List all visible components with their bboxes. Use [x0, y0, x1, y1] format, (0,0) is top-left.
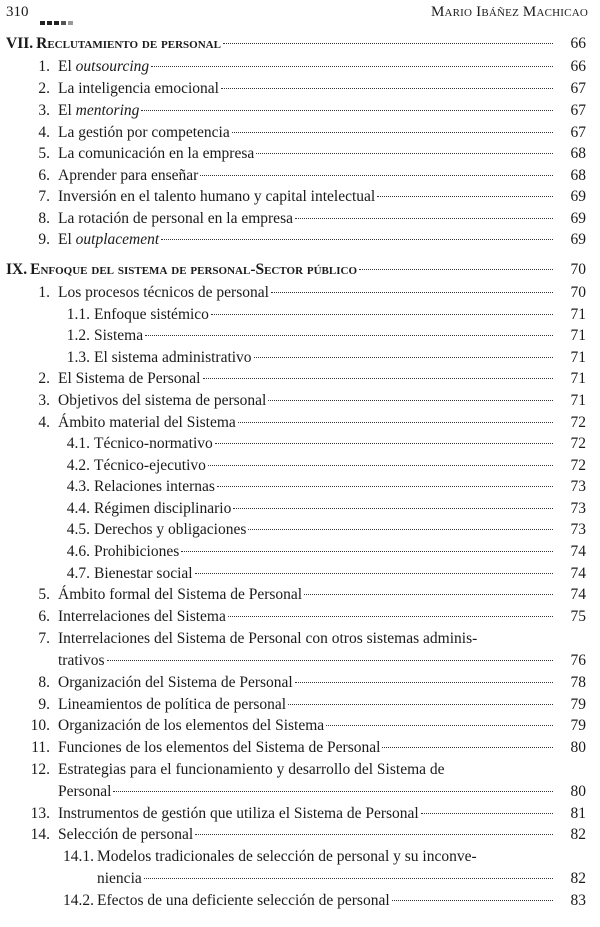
- toc-entry-number: 3.: [38, 102, 50, 119]
- toc-entry-text: [58, 672, 556, 694]
- toc-entry-title: El outplacement: [58, 231, 160, 248]
- toc-entry-text: [94, 498, 556, 520]
- toc-entry-text: [6, 259, 556, 281]
- toc-entry-number: 1.: [38, 284, 50, 301]
- toc-entry-title: Régimen disciplinario: [94, 500, 232, 517]
- dot-leader: [211, 313, 553, 315]
- toc-entry-row[interactable]: [0, 368, 600, 390]
- toc-entry-text: [94, 541, 556, 563]
- toc-entry-text: [97, 868, 556, 890]
- chapter-number: VII.: [6, 35, 34, 52]
- toc-entry-title: La comunicación en la empresa: [58, 145, 255, 162]
- toc-entry-number: 9.: [38, 696, 50, 713]
- toc-page-number: 82: [570, 826, 586, 843]
- toc-entry-title: Objetivos del sistema de personal: [58, 392, 267, 409]
- toc-entry-title: Modelos tradicionales de selección de personal y su inconve-: [97, 848, 477, 865]
- toc-entry-number: 11.: [31, 739, 50, 756]
- toc-page-number: 71: [570, 370, 586, 387]
- dot-leader: [113, 790, 553, 792]
- toc-page-number: 68: [570, 145, 586, 162]
- toc-page-number: 67: [570, 124, 586, 141]
- toc-entry-title: La gestión por competencia: [58, 124, 230, 141]
- toc-entry-number: 5.: [38, 586, 50, 603]
- toc-entry-text: [58, 694, 556, 716]
- toc-entry-row[interactable]: [0, 229, 600, 251]
- toc-entry-title: Los procesos técnicos de personal: [58, 284, 269, 301]
- toc-entry-number: 7.: [38, 630, 50, 647]
- toc-entry-title: Interrelaciones del Sistema: [58, 608, 226, 625]
- dot-leader: [107, 659, 554, 661]
- toc-chapter-row[interactable]: [0, 259, 600, 281]
- dot-leader: [223, 42, 553, 44]
- toc-page-number: 73: [570, 521, 586, 538]
- toc-page-number: 69: [570, 188, 586, 205]
- toc-entry-number: 4.7.: [66, 565, 90, 582]
- toc-entry-text: [94, 347, 556, 369]
- chapter-number: IX.: [6, 261, 28, 278]
- toc-entry-row[interactable]: [0, 715, 600, 737]
- dot-leader: [256, 152, 553, 154]
- toc-entry-number: 3.: [38, 392, 50, 409]
- dot-leader: [195, 572, 553, 574]
- dot-leader: [254, 356, 553, 358]
- toc-entry-title: Lineamientos de política de personal: [58, 696, 287, 713]
- toc-page-number: 83: [570, 892, 586, 909]
- toc-entry-number: 14.2.: [63, 892, 94, 909]
- toc-page-number: 70: [570, 261, 586, 278]
- toc-entry-row[interactable]: [0, 433, 600, 455]
- dot-leader: [295, 217, 553, 219]
- toc-entry-number: 13.: [30, 805, 50, 822]
- toc-page-number: 80: [570, 783, 586, 800]
- dot-leader: [392, 899, 553, 901]
- toc-entry-row[interactable]: [0, 650, 600, 672]
- toc-entry-text: [58, 100, 556, 122]
- toc-page-number: 73: [570, 500, 586, 517]
- dot-leader: [203, 377, 554, 379]
- toc-entry-title: Organización del Sistema de Personal: [58, 674, 293, 691]
- toc-entry-number: 14.: [30, 826, 50, 843]
- toc-page-number: 67: [570, 80, 586, 97]
- toc-page-number: 73: [570, 478, 586, 495]
- toc-entry-text: [58, 584, 556, 606]
- toc-entry-number: 4.6.: [66, 543, 90, 560]
- toc-entry-title: Bienestar social: [94, 565, 193, 582]
- toc-entry-number: 2.: [38, 370, 50, 387]
- toc-entry-text: [94, 304, 556, 326]
- dot-leader: [421, 812, 553, 814]
- toc-entry-row[interactable]: [0, 100, 600, 122]
- toc-page-number: 79: [570, 696, 586, 713]
- toc-page-number: 68: [570, 167, 586, 184]
- toc-entry-title: Sistema: [94, 327, 144, 344]
- toc-entry-title: Inversión en el talento humano y capital intelectual: [58, 188, 376, 205]
- toc-entry-text: [97, 890, 556, 912]
- dot-leader: [195, 833, 553, 835]
- page-number: 310: [6, 4, 29, 20]
- toc-entry-number: 8.: [38, 210, 50, 227]
- toc-entry-text: [58, 412, 556, 434]
- toc-entry-number: 7.: [38, 188, 50, 205]
- toc-entry-title: trativos: [58, 652, 105, 669]
- toc-entry-row[interactable]: [0, 541, 600, 563]
- toc-entry-row[interactable]: [0, 890, 600, 912]
- toc-entry-text: [94, 476, 556, 498]
- toc-entry-text: [58, 78, 556, 100]
- toc-page-number: 78: [570, 674, 586, 691]
- toc-page-number: 69: [570, 231, 586, 248]
- dot-leader: [141, 109, 553, 111]
- dot-leader: [288, 703, 553, 705]
- toc-entry-title: El outsourcing: [58, 58, 150, 75]
- dot-leader: [181, 550, 553, 552]
- toc-page-number: 66: [570, 35, 586, 52]
- toc-entry-title: La rotación de personal en la empresa: [58, 210, 293, 227]
- toc-entry-text: [58, 737, 556, 759]
- dot-leader: [151, 65, 553, 67]
- toc-entry-number: 9.: [38, 231, 50, 248]
- toc-entry-text: [58, 606, 556, 628]
- toc-entry-title: Instrumentos de gestión que utiliza el Sistema de Personal: [58, 805, 419, 822]
- toc-entry-row[interactable]: [0, 606, 600, 628]
- toc-entry-row[interactable]: [0, 824, 600, 846]
- toc-entry-text: [58, 759, 556, 781]
- toc-page-number: 82: [570, 870, 586, 887]
- dot-leader: [271, 291, 553, 293]
- dot-leader: [268, 399, 553, 401]
- toc-entry-text: [58, 368, 556, 390]
- toc-page-number: 72: [570, 414, 586, 431]
- dot-leader: [377, 195, 553, 197]
- dot-leader: [232, 131, 553, 133]
- toc-entry-number: 4.: [38, 124, 50, 141]
- toc-page-number: 74: [570, 565, 586, 582]
- toc-entry-row[interactable]: [0, 208, 600, 230]
- toc-page-number: 76: [570, 652, 586, 669]
- toc-entry-row[interactable]: [0, 584, 600, 606]
- toc-entry-number: 10.: [30, 717, 50, 734]
- toc-entry-row[interactable]: [0, 498, 600, 520]
- toc-entry-row[interactable]: [0, 390, 600, 412]
- toc-entry-text: [58, 715, 556, 737]
- toc-entry-number: 5.: [38, 145, 50, 162]
- toc-entry-row[interactable]: [0, 672, 600, 694]
- toc-entry-row[interactable]: [0, 165, 600, 187]
- toc-entry-title: Prohibiciones: [94, 543, 180, 560]
- dot-leader: [215, 442, 553, 444]
- toc-entry-text: [58, 56, 556, 78]
- toc-chapter-row[interactable]: [0, 33, 600, 55]
- toc-entry-text: [58, 208, 556, 230]
- toc-entry-text: [94, 519, 556, 541]
- toc-entry-title: Ámbito formal del Sistema de Personal: [58, 586, 303, 603]
- toc-entry-number: 6.: [38, 167, 50, 184]
- toc-entry-row[interactable]: [0, 455, 600, 477]
- toc-page-number: 71: [570, 392, 586, 409]
- toc-entry-title: Estrategias para el funcionamiento y desarrollo del Sistema de: [58, 761, 445, 778]
- toc-entry-row[interactable]: [0, 282, 600, 304]
- toc-entry-row[interactable]: [0, 56, 600, 78]
- toc-page-number: 74: [570, 543, 586, 560]
- toc-page-number: 72: [570, 457, 586, 474]
- toc-entry-text: [94, 563, 556, 585]
- toc-page-number: 66: [570, 58, 586, 75]
- toc-entry-row[interactable]: [0, 304, 600, 326]
- toc-entry-row[interactable]: [0, 412, 600, 434]
- toc-entry-row[interactable]: [0, 325, 600, 347]
- toc-entry-number: 4.1.: [66, 435, 90, 452]
- dot-leader: [161, 238, 553, 240]
- toc-entry-title: Organización de los elementos del Sistema: [58, 717, 325, 734]
- dot-leader: [145, 334, 553, 336]
- toc-entry-title: Derechos y obligaciones: [94, 521, 247, 538]
- toc-entry-text: [58, 781, 556, 803]
- toc-entry-title: Técnico-normativo: [94, 435, 213, 452]
- toc-entry-title: Funciones de los elementos del Sistema de Personal: [58, 739, 381, 756]
- dot-leader: [228, 615, 553, 617]
- toc-entry-title: niencia: [97, 870, 142, 887]
- toc-entry-text: [58, 803, 556, 825]
- toc-entry-title: El sistema administrativo: [94, 349, 252, 366]
- toc-entry-row[interactable]: [0, 122, 600, 144]
- toc-entry-title: Técnico-ejecutivo: [94, 457, 206, 474]
- toc-entry-number: 8.: [38, 674, 50, 691]
- dot-leader: [382, 746, 553, 748]
- dot-leader: [326, 724, 553, 726]
- toc-entry-text: [58, 143, 556, 165]
- dot-leader: [295, 681, 553, 683]
- toc-entry-row[interactable]: [0, 628, 600, 650]
- toc-entry-number: 4.3.: [66, 478, 90, 495]
- toc-entry-text: [58, 165, 556, 187]
- toc-entry-title: Interrelaciones del Sistema de Personal con otros sistemas adminis-: [58, 630, 478, 647]
- dot-leader: [200, 174, 553, 176]
- toc-entry-row[interactable]: [0, 78, 600, 100]
- toc-entry-row[interactable]: [0, 694, 600, 716]
- toc-entry-text: [58, 282, 556, 304]
- toc-entry-row[interactable]: [0, 563, 600, 585]
- toc-entry-number: 12.: [30, 761, 50, 778]
- dot-leader: [304, 593, 553, 595]
- dot-leader: [144, 877, 553, 879]
- toc-entry-number: 4.: [38, 414, 50, 431]
- toc-page-number: 79: [570, 717, 586, 734]
- toc-page-number: 71: [570, 349, 586, 366]
- dot-leader: [359, 268, 553, 270]
- toc-entry-number: 2.: [38, 80, 50, 97]
- toc-entry-title: Enfoque del sistema de personal-Sector público: [30, 261, 358, 278]
- toc-entry-title: Aprender para enseñar: [58, 167, 199, 184]
- toc-entry-text: [94, 433, 556, 455]
- toc-entry-number: 1.: [38, 58, 50, 75]
- toc-entry-number: 4.5.: [66, 521, 90, 538]
- dot-leader: [217, 485, 553, 487]
- toc-entry-text: [58, 650, 556, 672]
- toc-entry-row[interactable]: [0, 476, 600, 498]
- toc-page-number: 71: [570, 306, 586, 323]
- toc-entry-number: 6.: [38, 608, 50, 625]
- dot-leader: [221, 87, 553, 89]
- toc-entry-row[interactable]: [0, 759, 600, 781]
- toc-page-number: 75: [570, 608, 586, 625]
- toc-entry-text: [58, 390, 556, 412]
- toc-page-number: 71: [570, 327, 586, 344]
- toc-entry-row[interactable]: [0, 803, 600, 825]
- author-name: Mario Ibáñez Machicao: [430, 4, 588, 20]
- toc-entry-text: [58, 122, 556, 144]
- toc-entry-title: Enfoque sistémico: [94, 306, 209, 323]
- toc-entry-number: 4.4.: [66, 500, 90, 517]
- header-ornament: [40, 12, 75, 30]
- toc-page-number: 70: [570, 284, 586, 301]
- toc-entry-row[interactable]: [0, 846, 600, 868]
- toc-entry-text: [58, 229, 556, 251]
- toc-page-number: 72: [570, 435, 586, 452]
- toc-page-number: 67: [570, 102, 586, 119]
- toc-entry-row[interactable]: [0, 868, 600, 890]
- toc-entry-title: Reclutamiento de personal: [36, 35, 221, 52]
- toc-entry-row[interactable]: [0, 737, 600, 759]
- toc-entry-title: Relaciones internas: [94, 478, 215, 495]
- toc-entry-row[interactable]: [0, 347, 600, 369]
- toc-entry-row[interactable]: [0, 143, 600, 165]
- toc-entry-row[interactable]: [0, 186, 600, 208]
- toc-entry-number: 1.1.: [66, 306, 90, 323]
- dot-leader: [248, 528, 553, 530]
- toc-page-number: 81: [570, 805, 586, 822]
- toc-page-number: 80: [570, 739, 586, 756]
- toc-entry-title: Personal: [58, 783, 112, 800]
- dot-leader: [208, 464, 553, 466]
- toc-entry-number: 1.2.: [66, 327, 90, 344]
- toc-entry-number: 1.3.: [66, 349, 90, 366]
- toc-entry-row[interactable]: [0, 519, 600, 541]
- toc-entry-text: [58, 824, 556, 846]
- toc-entry-text: [58, 186, 556, 208]
- toc-page-number: 69: [570, 210, 586, 227]
- toc-entry-title: La inteligencia emocional: [58, 80, 219, 97]
- dot-leader: [233, 507, 553, 509]
- toc-entry-title: Efectos de una deficiente selección de personal: [97, 892, 390, 909]
- toc-entry-title: El mentoring: [58, 102, 140, 119]
- toc-entry-row[interactable]: [0, 781, 600, 803]
- toc-entry-number: 4.2.: [66, 457, 90, 474]
- toc-entry-text: [94, 455, 556, 477]
- toc-entry-text: [94, 325, 556, 347]
- toc-entry-text: [6, 33, 556, 55]
- toc-entry-title: El Sistema de Personal: [58, 370, 201, 387]
- dot-leader: [238, 421, 553, 423]
- toc-page-number: 74: [570, 586, 586, 603]
- running-header: [6, 4, 594, 26]
- toc-entry-text: [58, 628, 556, 650]
- toc-entry-title: Selección de personal: [58, 826, 194, 843]
- toc-entry-number: 14.1.: [63, 848, 94, 865]
- toc-entry-title: Ámbito material del Sistema: [58, 414, 236, 431]
- toc-entry-text: [97, 846, 556, 868]
